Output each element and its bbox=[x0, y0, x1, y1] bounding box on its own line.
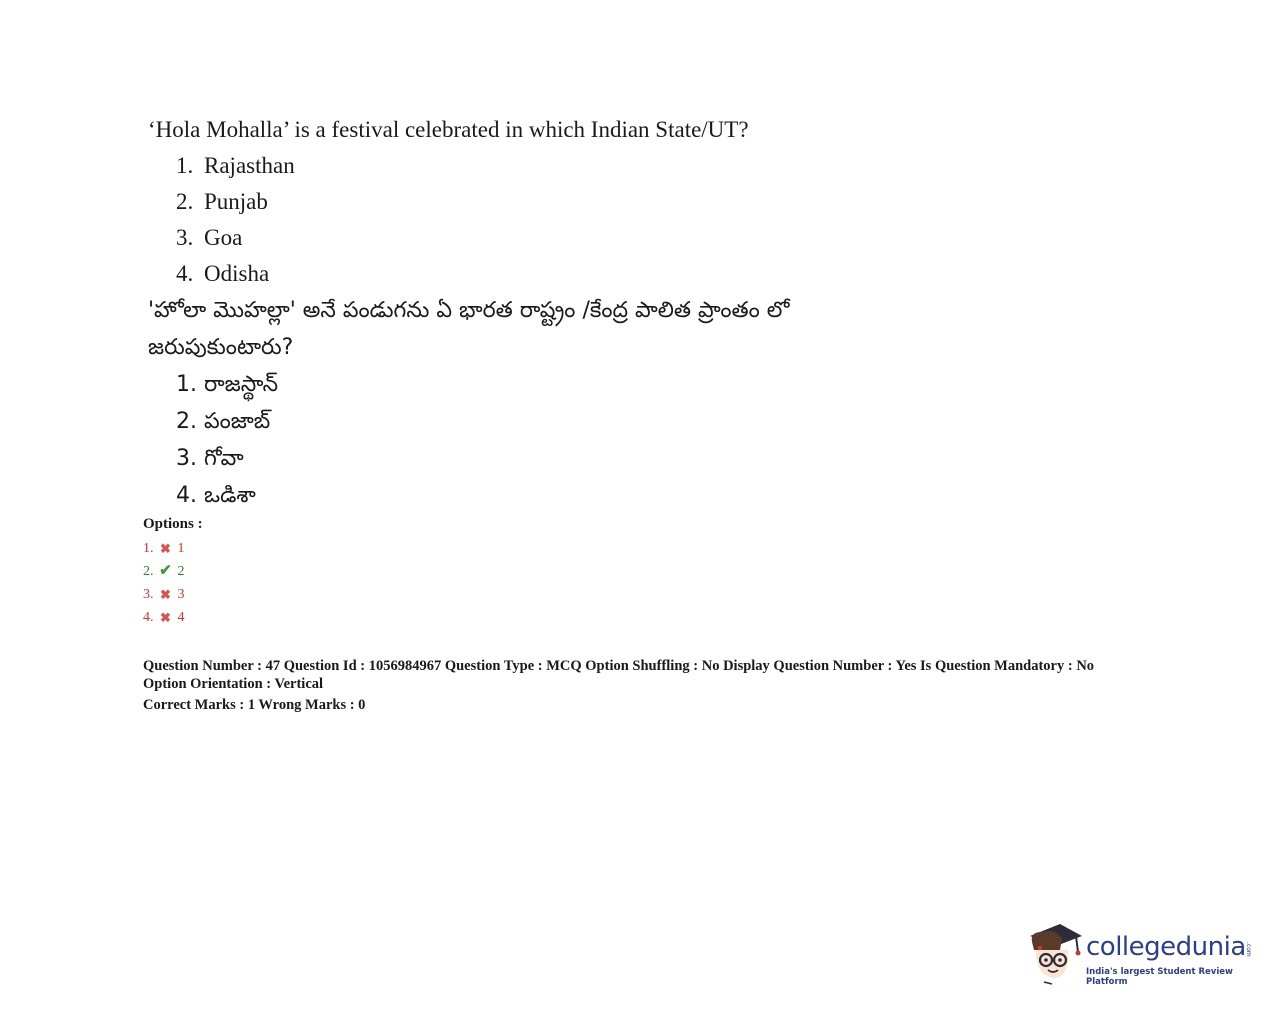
logo-dotcom: .com bbox=[1245, 942, 1252, 957]
answer-option-3 bbox=[143, 583, 203, 606]
question-text-telugu bbox=[148, 292, 1148, 366]
option-number: 1. bbox=[176, 153, 194, 178]
answer-options-block bbox=[143, 516, 203, 629]
option-label: పంజాబ్ bbox=[204, 409, 271, 434]
answer-option-2 bbox=[143, 560, 203, 583]
option-label: Odisha bbox=[204, 261, 270, 286]
answer-number: 4. bbox=[143, 610, 154, 625]
telugu-option-2 bbox=[148, 403, 1148, 440]
option-number: 4. bbox=[176, 261, 194, 286]
answer-option-1 bbox=[143, 537, 203, 560]
answer-number: 3. bbox=[143, 587, 154, 602]
english-option-3 bbox=[148, 220, 1148, 256]
check-icon: ✔ bbox=[159, 563, 172, 579]
answer-value: 3 bbox=[177, 587, 185, 602]
logo-wordmark: collegedunia bbox=[1086, 932, 1246, 962]
option-label: Goa bbox=[204, 225, 243, 250]
option-number: 4. bbox=[176, 483, 197, 508]
english-option-2 bbox=[148, 184, 1148, 220]
options-title: Options : bbox=[143, 516, 203, 532]
marks-line: Correct Marks : 1 Wrong Marks : 0 bbox=[143, 697, 366, 713]
option-number: 2. bbox=[176, 189, 194, 214]
telugu-option-3 bbox=[148, 440, 1148, 477]
cross-icon: ✖ bbox=[160, 587, 171, 602]
answer-number: 1. bbox=[143, 541, 154, 556]
logo-tagline: India's largest Student Review Platform bbox=[1086, 967, 1233, 987]
english-option-4 bbox=[148, 256, 1148, 292]
option-label: గోవా bbox=[204, 446, 244, 471]
mascot-icon bbox=[1026, 920, 1084, 986]
option-number: 2. bbox=[176, 409, 197, 434]
answer-value: 1 bbox=[177, 541, 185, 556]
question-block bbox=[148, 112, 1148, 514]
answer-value: 4 bbox=[177, 610, 185, 625]
cross-icon: ✖ bbox=[160, 610, 171, 625]
option-label: Punjab bbox=[204, 189, 268, 214]
telugu-option-4 bbox=[148, 477, 1148, 514]
question-text-english: ‘Hola Mohalla’ is a festival celebrated in which Indian State/UT? bbox=[148, 117, 749, 142]
answer-number: 2. bbox=[143, 564, 154, 579]
option-number: 3. bbox=[176, 225, 194, 250]
telugu-option-1 bbox=[148, 366, 1148, 403]
option-label: Rajasthan bbox=[204, 153, 295, 178]
answer-option-4 bbox=[143, 606, 203, 629]
answer-value: 2 bbox=[177, 564, 185, 579]
option-number: 1. bbox=[176, 372, 197, 397]
english-options-list bbox=[148, 148, 1148, 292]
question-meta bbox=[143, 657, 1173, 714]
option-label: రాజస్థాన్ bbox=[204, 372, 279, 397]
question-meta-line-2: Option Orientation : Vertical bbox=[143, 676, 324, 692]
cross-icon: ✖ bbox=[160, 541, 171, 556]
telugu-question-line-2: జరుపుకుంటారు? bbox=[148, 335, 294, 360]
option-number: 3. bbox=[176, 446, 197, 471]
english-option-1 bbox=[148, 148, 1148, 184]
option-label: ఒడిశా bbox=[204, 483, 256, 508]
telugu-question-line-1: 'హోలా మొహల్లా' అనే పండుగను ఏ భారత రాష్ట్రం /కేంద్ర పాలిత ప్రాంతం లో bbox=[148, 298, 790, 323]
telugu-options-list bbox=[148, 366, 1148, 514]
question-meta-line-1: Question Number : 47 Question Id : 1056984967 Question Type : MCQ Option Shuffling : No Display Question Number : Yes Is Question Mandatory : No bbox=[143, 658, 1095, 674]
collegedunia-logo bbox=[1026, 920, 1256, 990]
